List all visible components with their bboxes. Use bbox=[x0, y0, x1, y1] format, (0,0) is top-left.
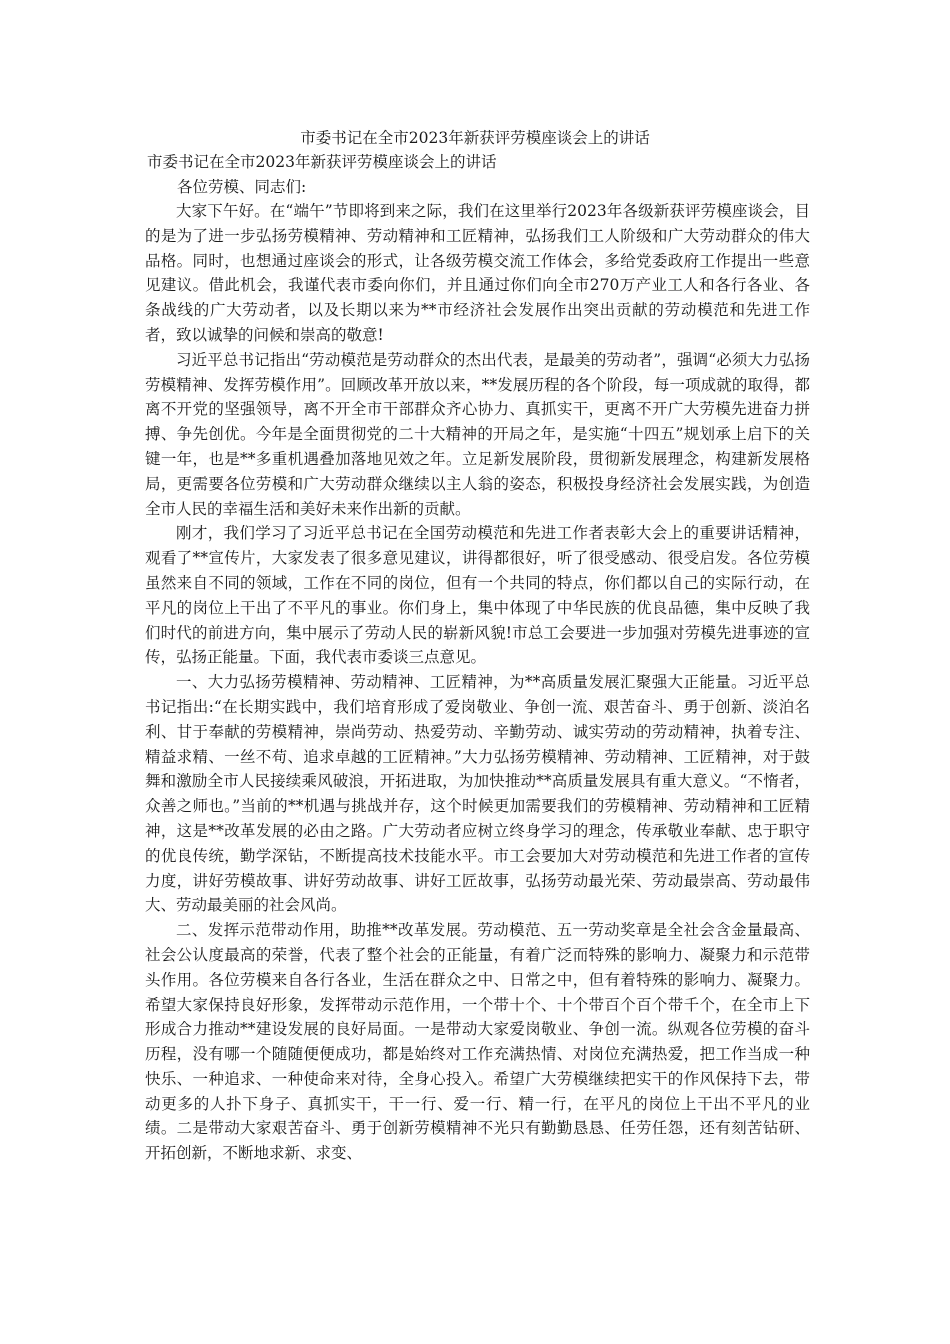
paragraph-greeting: 大家下午好。在“端午”节即将到来之际，我们在这里举行2023年各级新获评劳模座谈会，目的是为了进一步弘扬劳模精神、劳动精神和工匠精神，弘扬我们工人阶级和广大劳动群众的伟大品格。同时，也想通过座谈会的形式，让各级劳模交流工作体会，多给党委政府工作提出一些意见建议。借此机会，我谨代表市委向你们，并且通过你们向全市270万产业工人和各行各业、各条战线的广大劳动者，以及长期以来为**市经济社会发展作出突出贡献的劳动模范和先进工作者，致以诚挚的问候和崇高的敬意! bbox=[145, 202, 810, 344]
document-subtitle: 市委书记在全市2023年新获评劳模座谈会上的讲话 bbox=[147, 153, 497, 171]
paragraph-review: 刚才，我们学习了习近平总书记在全国劳动模范和先进工作者表彰大会上的重要讲话精神，观看了**宣传片，大家发表了很多意见建议，讲得都很好，听了很受感动、很受启发。各位劳模虽然来自不同的领域，工作在不同的岗位，但有一个共同的特点，你们都以自己的实际行动，在平凡的岗位上干出了不平凡的事业。你们身上，集中体现了中华民族的优良品德，集中反映了我们时代的前进方向，集中展示了劳动人民的崭新风貌!市总工会要进一步加强对劳模先进事迹的宣传，弘扬正能量。下面，我代表市委谈三点意见。 bbox=[145, 524, 810, 667]
paragraph-point-two: 二、发挥示范带动作用，助推**改革发展。劳动模范、五一劳动奖章是全社会含金量最高、社会公认度最高的荣誉，代表了整个社会的正能量，有着广泛而特殊的影响力、凝聚力和示范带头作用。各位劳模来自各行各业，生活在群众之中、日常之中，但有着特殊的影响力、凝聚力。希望大家保持良好形象，发挥带动示范作用，一个带十个、十个带百个百个带千个，在全市上下形成合力推动**建设发展的良好局面。一是带动大家爱岗敬业、争创一流。纵观各位劳模的奋斗历程，没有哪一个随随便便成功，都是始终对工作充满热情、对岗位充满热爱，把工作当成一种快乐、一种追求、一种使命来对待，全身心投入。希望广大劳模继续把实干的作风保持下去，带动更多的人扑下身子、真抓实干，干一行、爱一行、精一行，在平凡的岗位上干出不平凡的业绩。二是带动大家艰苦奋斗、勇于创新劳模精神不光只有勤勤恳恳、任劳任怨，还有刻苦钻研、开拓创新，不断地求新、求变、 bbox=[145, 921, 810, 1163]
paragraph-xi-quote: 习近平总书记指出“劳动模范是劳动群众的杰出代表，是最美的劳动者”，强调“必须大力弘扬劳模精神、发挥劳模作用”。回顾改革开放以来，**发展历程的各个阶段，每一项成就的取得，都离不开党的坚强领导，离不开全市干部群众齐心协力、真抓实干，更离不开广大劳模先进奋力拼搏、争先创优。今年是全面贯彻党的二十大精神的开局之年，是实施“十四五”规划承上启下的关键一年，也是**多重机遇叠加落地见效之年。立足新发展阶段，贯彻新发展理念，构建新发展格局，更需要各位劳模和广大劳动群众继续以主人翁的姿态，积极投身经济社会发展实践，为创造全市人民的幸福生活和美好未来作出新的贡献。 bbox=[145, 350, 810, 518]
document-title: 市委书记在全市2023年新获评劳模座谈会上的讲话 bbox=[300, 129, 650, 147]
document-body bbox=[145, 199, 810, 1166]
paragraph-point-one: 一、大力弘扬劳模精神、劳动精神、工匠精神，为**高质量发展汇聚强大正能量。习近平总书记指出:“在长期实践中，我们培育形成了爱岗敬业、争创一流、艰苦奋斗、勇于创新、淡泊名利、甘于奉献的劳模精神，崇尚劳动、热爱劳动、辛勤劳动、诚实劳动的劳动精神，执着专注、精益求精、一丝不苟、追求卓越的工匠精神。”大力弘扬劳模精神、劳动精神、工匠精神，对于鼓舞和激励全市人民接续乘风破浪，开拓进取，为加快推动**高质量发展具有重大意义。“不惰者，众善之师也。”当前的**机遇与挑战并存，这个时候更加需要我们的劳模精神、劳动精神和工匠精神，这是**改革发展的必由之路。广大劳动者应树立终身学习的理念，传承敬业奉献、忠于职守的优良传统，勤学深钻，不断提高技术技能水平。市工会要加大对劳动模范和先进工作者的宣传力度，讲好劳模故事、讲好劳动故事、讲好工匠故事，弘扬劳动最光荣、劳动最崇高、劳动最伟大、劳动最美丽的社会风尚。 bbox=[145, 673, 810, 915]
salutation: 各位劳模、同志们: bbox=[177, 178, 307, 196]
